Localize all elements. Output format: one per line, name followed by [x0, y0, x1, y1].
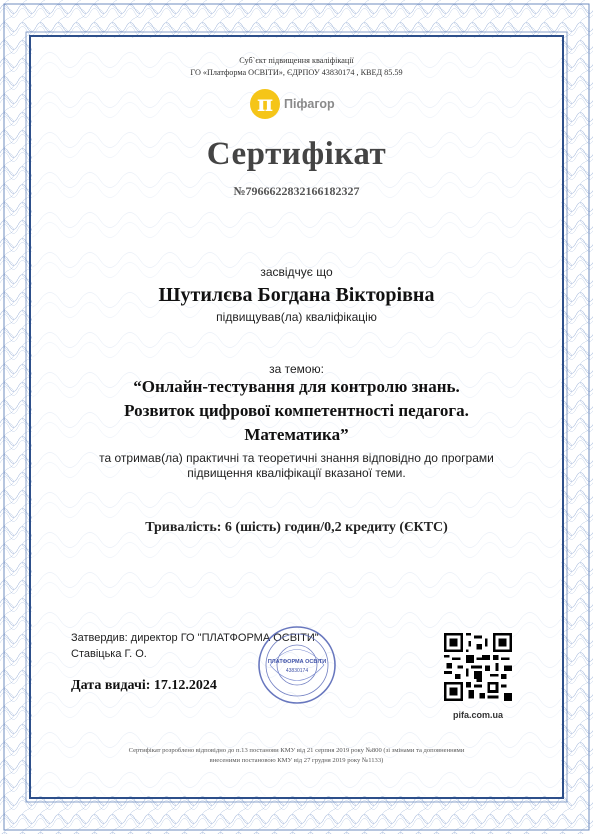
topic-intro: за темою:	[269, 362, 324, 376]
footer-line-1: Сертифікат розроблено відповідно до п.13 постанови КМУ від 21 серпня 2019 року №800 (зі змінами та доповненнями	[128, 747, 465, 754]
duration: Тривалість: 6 (шість) годин/0,2 кредиту (ЄКТС)	[145, 520, 448, 535]
recipient-name: Шутилєва Богдана Вікторівна	[158, 284, 435, 306]
issuer-line-2: ГО «Платформа ОСВІТИ», ЄДРПОУ 43830174 , КВЕД 85.59	[190, 68, 403, 77]
qr-code[interactable]	[444, 633, 512, 701]
pi-icon: π	[250, 89, 280, 119]
received-line-2: підвищення кваліфікації вказаної теми.	[187, 466, 406, 480]
logo-text: Піфагор	[284, 97, 335, 111]
topic-line-2: Розвиток цифрової компетентності педагога.	[124, 401, 469, 420]
received-line-1: та отримав(ла) практичні та теоретичні знання відповідно до програми	[99, 451, 494, 465]
certifies-text: засвідчує що	[260, 265, 333, 279]
stamp-code: 43830174	[285, 668, 309, 674]
pifagor-logo	[250, 86, 335, 122]
qualified-text: підвищував(ла) кваліфікацію	[216, 310, 377, 324]
certificate-number: №7966622832166182327	[233, 184, 360, 198]
official-stamp	[256, 624, 338, 706]
issuer-line-1: Суб`єкт підвищення кваліфікації	[239, 56, 354, 65]
topic-line-3: Математика”	[244, 425, 349, 444]
certificate-title: Сертифікат	[206, 136, 387, 172]
topic-line-1: “Онлайн-тестування для контролю знань.	[133, 377, 460, 396]
issue-date: Дата видачі: 17.12.2024	[71, 678, 217, 693]
site-link[interactable]: pifa.com.ua	[452, 710, 503, 720]
stamp-text: ПЛАТФОРМА ОСВІТИ	[267, 659, 327, 665]
footer-line-2: внесеними постановою КМУ від 27 грудня 2019 року №1133)	[209, 757, 384, 764]
approval-line-1: Затвердив: директор ГО "ПЛАТФОРМА ОСВІТИ"	[71, 632, 319, 644]
approval-line-2: Ставіцька Г. О.	[71, 648, 147, 660]
